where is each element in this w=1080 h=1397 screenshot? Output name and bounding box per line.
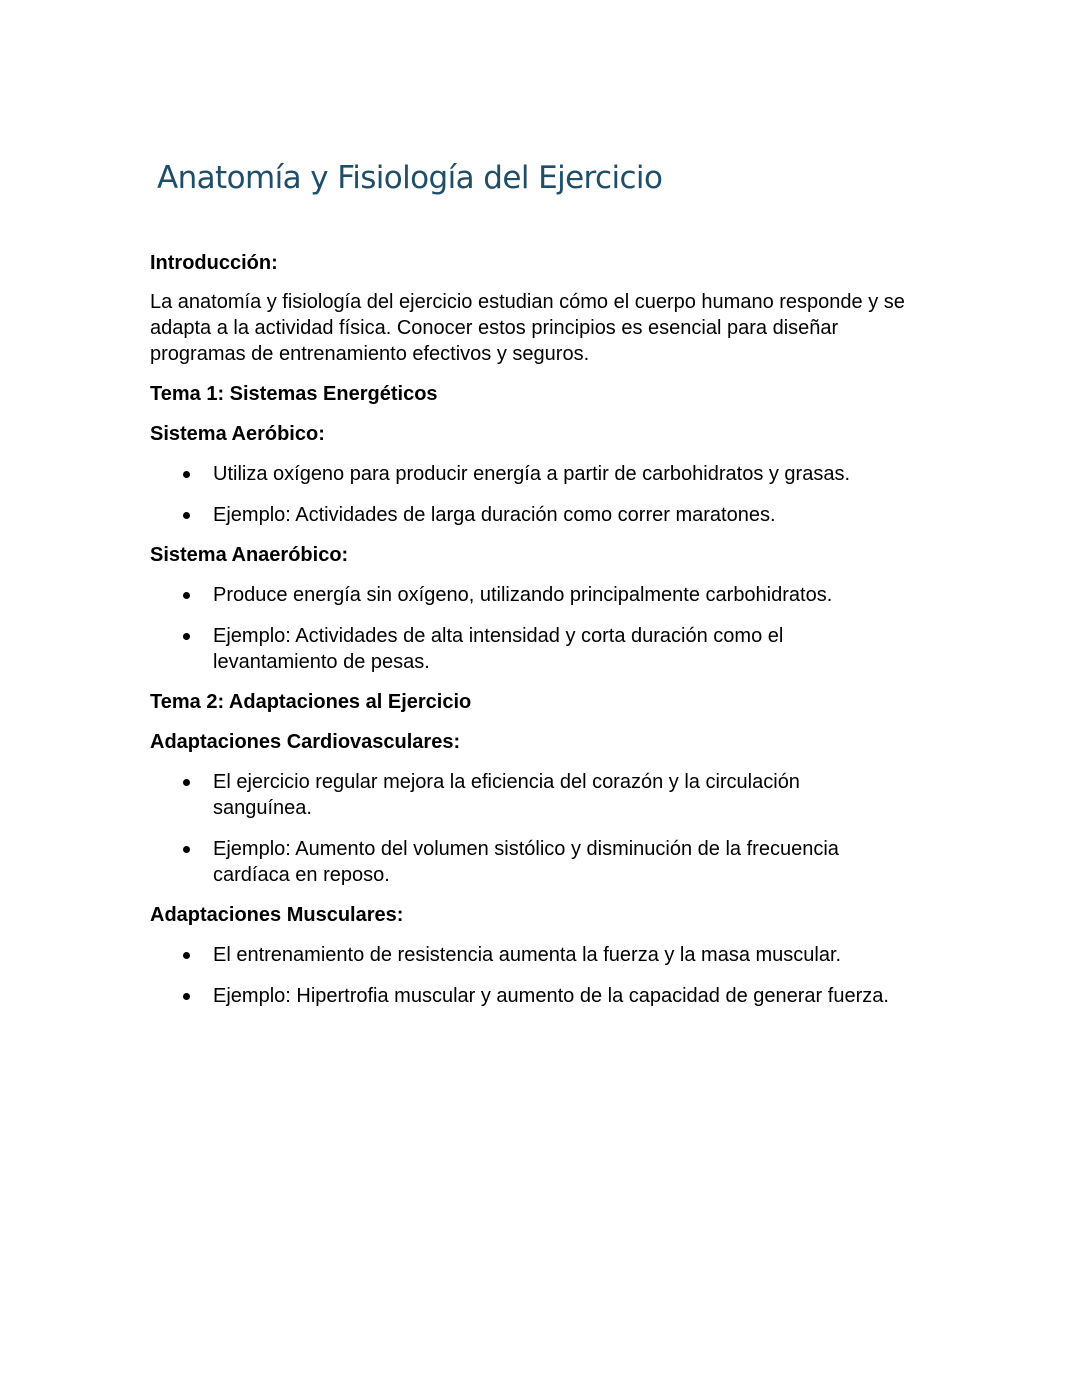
topic1-heading: Tema 1: Sistemas Energéticos bbox=[150, 383, 438, 405]
bullet-icon bbox=[183, 471, 190, 478]
list-item bbox=[150, 502, 893, 528]
list-item bbox=[150, 942, 893, 968]
list-item-text: Ejemplo: Hipertrofia muscular y aumento de la capacidad de generar fuerza. bbox=[213, 985, 889, 1007]
list-item bbox=[150, 983, 893, 1009]
intro-heading: Introducción: bbox=[150, 252, 278, 274]
muscular-heading: Adaptaciones Musculares: bbox=[150, 904, 404, 926]
cardio-list bbox=[150, 769, 940, 888]
list-item-text: Utiliza oxígeno para producir energía a partir de carbohidratos y grasas. bbox=[213, 463, 851, 485]
bullet-icon bbox=[183, 952, 190, 959]
aerobic-list bbox=[150, 461, 940, 528]
list-item bbox=[150, 623, 893, 675]
list-item-text: Produce energía sin oxígeno, utilizando principalmente carbohidratos. bbox=[213, 584, 833, 606]
list-item-text: Ejemplo: Actividades de larga duración como correr maratones. bbox=[213, 504, 776, 526]
bullet-icon bbox=[183, 633, 190, 640]
list-item-text: El ejercicio regular mejora la eficiencia del corazón y la circulación sanguínea. bbox=[213, 771, 800, 819]
aerobic-heading: Sistema Aeróbico: bbox=[150, 423, 325, 445]
bullet-icon bbox=[183, 592, 190, 599]
list-item bbox=[150, 769, 893, 821]
list-item-text: Ejemplo: Actividades de alta intensidad y corta duración como el levantamiento de pesas. bbox=[213, 625, 784, 673]
cardio-heading: Adaptaciones Cardiovasculares: bbox=[150, 731, 461, 753]
document-title: Anatomía y Fisiología del Ejercicio bbox=[157, 160, 663, 196]
list-item-text: Ejemplo: Aumento del volumen sistólico y disminución de la frecuencia cardíaca en reposo. bbox=[213, 838, 839, 886]
topic2-heading: Tema 2: Adaptaciones al Ejercicio bbox=[150, 691, 472, 713]
anaerobic-list bbox=[150, 582, 940, 675]
anaerobic-heading: Sistema Anaeróbico: bbox=[150, 544, 349, 566]
intro-paragraph: La anatomía y fisiología del ejercicio estudian cómo el cuerpo humano responde y se adapta a la actividad física. Conocer estos principios es esencial para diseñar programas de entrenamiento efectivos y seguros. bbox=[150, 291, 905, 365]
muscular-list bbox=[150, 942, 940, 1009]
bullet-icon bbox=[183, 846, 190, 853]
bullet-icon bbox=[183, 512, 190, 519]
bullet-icon bbox=[183, 993, 190, 1000]
list-item bbox=[150, 582, 893, 608]
list-item bbox=[150, 461, 893, 487]
bullet-icon bbox=[183, 779, 190, 786]
document-body bbox=[150, 250, 940, 1009]
list-item bbox=[150, 836, 893, 888]
list-item-text: El entrenamiento de resistencia aumenta la fuerza y la masa muscular. bbox=[213, 944, 842, 966]
